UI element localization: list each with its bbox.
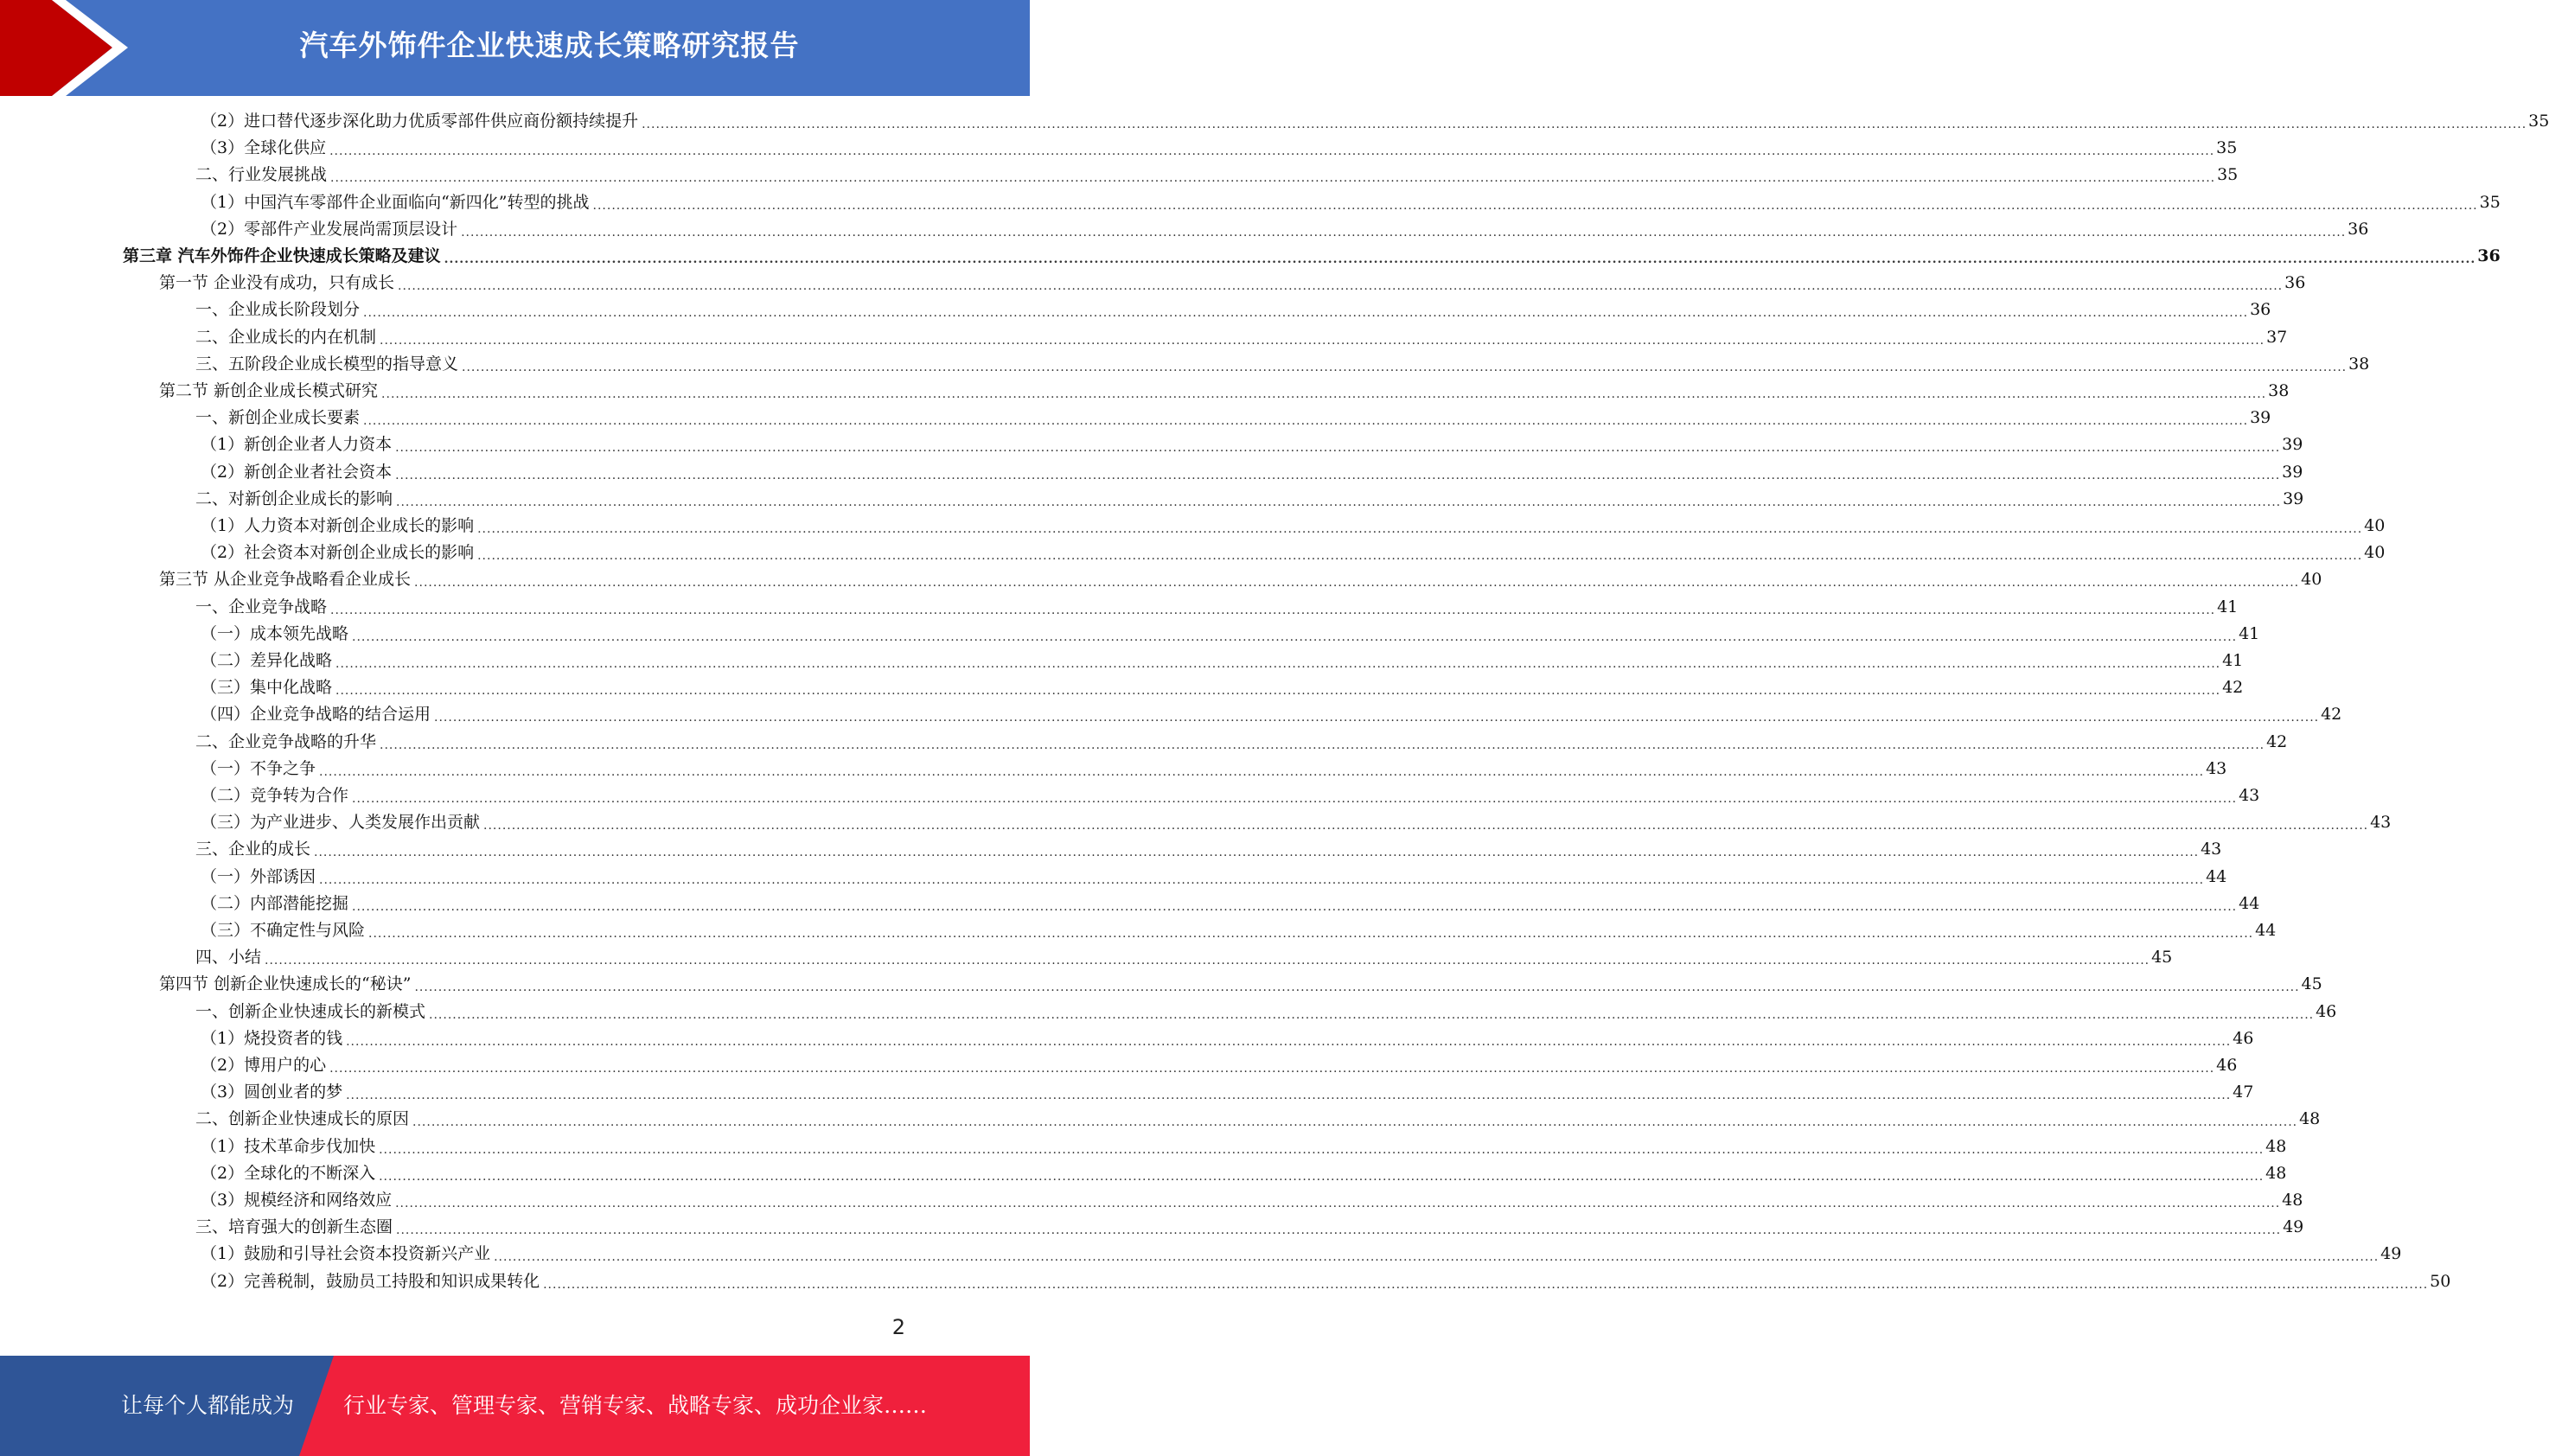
toc-leader-dots: ................................................................................................................................................................................................................................................................................................................................................................................................................ xyxy=(396,1223,2282,1238)
toc-entry-page: 45 xyxy=(2301,974,2322,994)
toc-leader-dots: ................................................................................................................................................................................................................................................................................................................................................................................................................ xyxy=(462,360,2348,374)
toc-leader-dots: ................................................................................................................................................................................................................................................................................................................................................................................................................ xyxy=(477,522,2363,536)
toc-leader-dots: ................................................................................................................................................................................................................................................................................................................................................................................................................ xyxy=(330,603,2216,617)
toc-entry-page: 36 xyxy=(2250,300,2271,320)
toc-entry-page: 35 xyxy=(2528,112,2549,131)
toc-leader-dots: ................................................................................................................................................................................................................................................................................................................................................................................................................ xyxy=(592,198,2478,213)
toc-leader-dots: ................................................................................................................................................................................................................................................................................................................................................................................................................ xyxy=(379,1169,2265,1184)
toc-entry-title: （1）技术革命步伐加快 xyxy=(201,1136,376,1156)
toc-entry-page: 42 xyxy=(2266,731,2288,751)
toc-entry-page: 39 xyxy=(2283,489,2304,508)
toc-entry[interactable] xyxy=(201,108,2549,135)
toc-entry-page: 36 xyxy=(2477,246,2501,265)
toc-entry-title: 第二节 新创企业成长模式研究 xyxy=(159,381,379,400)
toc-entry-title: （3）全球化供应 xyxy=(201,138,327,158)
toc-entry[interactable] xyxy=(201,513,2386,540)
toc-entry-title: 四、小结 xyxy=(195,948,262,967)
toc-leader-dots: ................................................................................................................................................................................................................................................................................................................................................................................................................ xyxy=(335,657,2221,671)
toc-entry-title: （三）集中化战略 xyxy=(201,678,333,698)
toc-entry[interactable] xyxy=(195,1214,2304,1241)
toc-entry-page: 40 xyxy=(2364,516,2386,535)
toc-entry-title: 三、五阶段企业成长模型的指导意义 xyxy=(195,354,459,374)
toc-entry-page: 49 xyxy=(2283,1217,2304,1237)
toc-entry[interactable] xyxy=(195,405,2271,431)
toc-entry[interactable] xyxy=(201,189,2501,216)
toc-leader-dots: ................................................................................................................................................................................................................................................................................................................................................................................................................ xyxy=(368,927,2254,941)
toc-entry-page: 41 xyxy=(2222,651,2244,670)
toc-entry-title: （1）鼓励和引导社会资本投资新兴产业 xyxy=(201,1244,491,1264)
toc-entry-title: （3）圆创业者的梦 xyxy=(201,1082,343,1102)
toc-entry[interactable] xyxy=(201,809,2392,836)
toc-entry-title: 二、对新创企业成长的影响 xyxy=(195,489,393,508)
toc-leader-dots: ................................................................................................................................................................................................................................................................................................................................................................................................................ xyxy=(346,1034,2232,1049)
toc-leader-dots: ................................................................................................................................................................................................................................................................................................................................................................................................................ xyxy=(461,225,2347,239)
toc-entry[interactable] xyxy=(201,701,2342,728)
toc-entry-page: 41 xyxy=(2239,623,2260,643)
toc-entry[interactable] xyxy=(201,756,2227,782)
toc-entry[interactable] xyxy=(195,351,2370,378)
toc-entry-title: 二、企业成长的内在机制 xyxy=(195,327,377,347)
toc-entry-title: 第三节 从企业竞争战略看企业成长 xyxy=(159,570,412,590)
toc-entry-page: 41 xyxy=(2217,597,2239,616)
toc-entry-title: （2）社会资本对新创企业成长的影响 xyxy=(201,543,475,563)
toc-leader-dots: ................................................................................................................................................................................................................................................................................................................................................................................................................ xyxy=(335,684,2221,699)
toc-entry-title: （一）外部诱因 xyxy=(201,866,316,886)
toc-entry[interactable] xyxy=(201,1268,2451,1295)
toc-leader-dots: ................................................................................................................................................................................................................................................................................................................................................................................................................ xyxy=(319,764,2205,779)
footer-slogan-right: 行业专家、管理专家、营销专家、战略专家、成功企业家…… xyxy=(343,1393,928,1418)
toc-entry[interactable] xyxy=(195,162,2239,188)
toc-entry-title: 二、创新企业快速成长的原因 xyxy=(195,1109,410,1129)
toc-entry[interactable] xyxy=(201,648,2244,674)
toc-entry-title: 一、企业竞争战略 xyxy=(195,597,328,616)
toc-entry-title: 三、企业的成长 xyxy=(195,840,311,859)
toc-leader-dots: ................................................................................................................................................................................................................................................................................................................................................................................................................ xyxy=(642,118,2527,131)
toc-leader-dots: ................................................................................................................................................................................................................................................................................................................................................................................................................ xyxy=(483,819,2369,833)
toc-entry[interactable] xyxy=(201,621,2260,648)
toc-entry[interactable] xyxy=(201,459,2303,486)
toc-entry[interactable] xyxy=(201,1160,2287,1187)
toc-entry-page: 46 xyxy=(2233,1028,2254,1048)
toc-entry-page: 36 xyxy=(2284,273,2306,293)
toc-entry-title: （1）烧投资者的钱 xyxy=(201,1028,343,1048)
toc-entry-title: 三、培育强大的创新生态圈 xyxy=(195,1217,393,1237)
toc-leader-dots: ................................................................................................................................................................................................................................................................................................................................................................................................................ xyxy=(379,1142,2265,1157)
toc-entry-title: （2）新创企业者社会资本 xyxy=(201,462,393,482)
toc-entry-page: 40 xyxy=(2364,543,2386,563)
page-footer xyxy=(0,1356,1030,1456)
toc-entry-title: （1）新创企业者人力资本 xyxy=(201,435,393,455)
toc-entry[interactable] xyxy=(201,1052,2238,1079)
toc-entry[interactable] xyxy=(201,864,2227,891)
toc-leader-dots: ................................................................................................................................................................................................................................................................................................................................................................................................................ xyxy=(477,549,2363,564)
toc-entry-page: 50 xyxy=(2430,1271,2451,1291)
toc-entry-title: （三）为产业进步、人类发展作出贡献 xyxy=(201,813,481,833)
toc-entry[interactable] xyxy=(195,836,2222,863)
toc-entry-page: 44 xyxy=(2239,893,2260,913)
toc-entry[interactable] xyxy=(201,216,2369,243)
toc-entry[interactable] xyxy=(195,594,2239,621)
page-number: 2 xyxy=(891,1315,905,1339)
toc-entry-title: （2）进口替代逐步深化助力优质零部件供应商份额持续提升 xyxy=(201,112,639,131)
toc-leader-dots: ................................................................................................................................................................................................................................................................................................................................................................................................................ xyxy=(352,899,2238,914)
toc-entry-page: 35 xyxy=(2479,192,2501,212)
toc-leader-dots: ................................................................................................................................................................................................................................................................................................................................................................................................................ xyxy=(412,1115,2298,1130)
toc-entry-page: 43 xyxy=(2370,813,2392,833)
toc-leader-dots: ................................................................................................................................................................................................................................................................................................................................................................................................................ xyxy=(363,306,2249,321)
toc-entry-page: 35 xyxy=(2217,165,2239,185)
toc-leader-dots: ................................................................................................................................................................................................................................................................................................................................................................................................................ xyxy=(329,144,2215,159)
toc-leader-dots: ................................................................................................................................................................................................................................................................................................................................................................................................................ xyxy=(314,846,2200,860)
toc-entry-title: 第三章 汽车外饰件企业快速成长策略及建议 xyxy=(123,246,441,265)
toc-leader-dots: ................................................................................................................................................................................................................................................................................................................................................................................................................ xyxy=(381,387,2267,401)
toc-entry-title: 第四节 创新企业快速成长的“秘诀” xyxy=(159,974,412,994)
toc-leader-dots: ................................................................................................................................................................................................................................................................................................................................................................................................................ xyxy=(434,711,2320,725)
toc-leader-dots: ................................................................................................................................................................................................................................................................................................................................................................................................................ xyxy=(329,1062,2215,1076)
footer-slogan-left: 让每个人都能成为 xyxy=(121,1393,295,1418)
toc-entry-title: 一、企业成长阶段划分 xyxy=(195,300,361,320)
toc-leader-dots: ................................................................................................................................................................................................................................................................................................................................................................................................................ xyxy=(396,495,2282,509)
toc-entry-page: 40 xyxy=(2301,570,2322,590)
toc-entry[interactable] xyxy=(195,486,2304,513)
toc-entry[interactable] xyxy=(159,566,2322,593)
toc-leader-dots: ................................................................................................................................................................................................................................................................................................................................................................................................................ xyxy=(330,171,2216,186)
toc-entry-title: （2）完善税制，鼓励员工持股和知识成果转化 xyxy=(201,1271,540,1291)
toc-entry-page: 48 xyxy=(2282,1191,2303,1210)
toc-leader-dots: ................................................................................................................................................................................................................................................................................................................................................................................................................ xyxy=(429,1007,2315,1022)
toc-entry-page: 39 xyxy=(2282,435,2303,455)
toc-entry-title: 第一节 企业没有成功，只有成长 xyxy=(159,273,395,293)
toc-entry[interactable] xyxy=(201,1241,2402,1268)
toc-entry[interactable] xyxy=(201,891,2260,917)
toc-entry-page: 37 xyxy=(2266,327,2288,347)
toc-entry-page: 46 xyxy=(2316,1001,2337,1021)
toc-entry[interactable] xyxy=(201,1025,2254,1052)
toc-entry-page: 49 xyxy=(2380,1244,2402,1264)
toc-entry[interactable] xyxy=(201,782,2260,809)
toc-leader-dots: ................................................................................................................................................................................................................................................................................................................................................................................................................ xyxy=(380,333,2265,348)
toc-leader-dots: ................................................................................................................................................................................................................................................................................................................................................................................................................ xyxy=(395,1197,2281,1210)
toc-entry-page: 43 xyxy=(2206,758,2227,778)
toc-entry[interactable] xyxy=(201,1187,2303,1214)
toc-entry[interactable] xyxy=(201,674,2244,701)
toc-entry-page: 42 xyxy=(2222,678,2244,698)
toc-entry-page: 39 xyxy=(2250,408,2271,428)
toc-entry-page: 46 xyxy=(2216,1056,2238,1075)
toc-leader-dots: ................................................................................................................................................................................................................................................................................................................................................................................................................ xyxy=(363,414,2249,429)
toc-leader-dots: ................................................................................................................................................................................................................................................................................................................................................................................................................ xyxy=(380,738,2265,752)
toc-entry-title: （二）内部潜能挖掘 xyxy=(201,893,349,913)
toc-entry-page: 43 xyxy=(2239,786,2260,805)
toc-entry-title: （二）竞争转为合作 xyxy=(201,786,349,805)
toc-entry-title: （2）零部件产业发展尚需顶层设计 xyxy=(201,219,458,239)
toc-leader-dots: ................................................................................................................................................................................................................................................................................................................................................................................................................ xyxy=(352,629,2238,644)
toc-entry[interactable] xyxy=(123,243,2501,270)
toc-entry-title: （2）博用户的心 xyxy=(201,1056,327,1075)
toc-entry[interactable] xyxy=(195,944,2173,971)
toc-entry[interactable] xyxy=(201,135,2238,162)
toc-leader-dots: ................................................................................................................................................................................................................................................................................................................................................................................................................ xyxy=(543,1277,2429,1292)
toc-entry[interactable] xyxy=(195,999,2337,1025)
toc-entry[interactable] xyxy=(201,540,2386,566)
toc-entry-page: 36 xyxy=(2348,219,2369,239)
toc-entry-page: 38 xyxy=(2268,381,2290,400)
toc-leader-dots: ................................................................................................................................................................................................................................................................................................................................................................................................................ xyxy=(265,954,2150,968)
toc-entry-title: 二、行业发展挑战 xyxy=(195,165,328,185)
toc-entry-page: 47 xyxy=(2233,1082,2254,1102)
toc-entry-page: 42 xyxy=(2321,705,2342,725)
toc-entry-page: 35 xyxy=(2216,138,2238,158)
page-header xyxy=(0,0,1030,96)
toc-entry-title: （1）中国汽车零部件企业面临向“新四化”转型的挑战 xyxy=(201,192,590,212)
toc-entry-title: （1）人力资本对新创企业成长的影响 xyxy=(201,516,475,535)
toc-entry-page: 48 xyxy=(2265,1136,2287,1156)
toc-entry-page: 38 xyxy=(2348,354,2370,374)
toc-entry-title: 一、创新企业快速成长的新模式 xyxy=(195,1001,426,1021)
toc-entry-title: （一）成本领先战略 xyxy=(201,623,349,643)
toc-entry-page: 39 xyxy=(2282,462,2303,482)
toc-entry[interactable] xyxy=(159,971,2322,998)
toc-leader-dots: ................................................................................................................................................................................................................................................................................................................................................................................................................ xyxy=(346,1089,2232,1103)
toc-entry-title: 一、新创企业成长要素 xyxy=(195,408,361,428)
toc-entry[interactable] xyxy=(201,917,2277,944)
toc-entry-page: 43 xyxy=(2201,840,2222,859)
toc-entry-page: 44 xyxy=(2255,921,2277,940)
toc-entry[interactable] xyxy=(195,297,2271,323)
toc-entry-title: （三）不确定性与风险 xyxy=(201,921,366,940)
toc-entry-title: （四）企业竞争战略的结合运用 xyxy=(201,705,431,725)
toc-entry[interactable] xyxy=(201,431,2303,458)
toc-entry[interactable] xyxy=(195,324,2288,351)
toc-leader-dots: ................................................................................................................................................................................................................................................................................................................................................................................................................ xyxy=(395,468,2281,482)
toc-entry-title: 二、企业竞争战略的升华 xyxy=(195,731,377,751)
toc-leader-dots: ................................................................................................................................................................................................................................................................................................................................................................................................................ xyxy=(444,252,2476,266)
toc-entry[interactable] xyxy=(159,378,2290,405)
toc-leader-dots: ................................................................................................................................................................................................................................................................................................................................................................................................................ xyxy=(494,1250,2380,1265)
toc-leader-dots: ................................................................................................................................................................................................................................................................................................................................................................................................................ xyxy=(414,576,2300,591)
toc-leader-dots: ................................................................................................................................................................................................................................................................................................................................................................................................................ xyxy=(398,279,2284,294)
toc-leader-dots: ................................................................................................................................................................................................................................................................................................................................................................................................................ xyxy=(352,792,2238,806)
header-title: 汽车外饰件企业快速成长策略研究报告 xyxy=(299,29,800,62)
toc-entry-title: （一）不争之争 xyxy=(201,758,316,778)
toc-leader-dots: ................................................................................................................................................................................................................................................................................................................................................................................................................ xyxy=(395,441,2281,456)
toc-leader-dots: ................................................................................................................................................................................................................................................................................................................................................................................................................ xyxy=(319,872,2205,887)
toc-entry-page: 48 xyxy=(2265,1163,2287,1183)
toc-entry-title: （2）全球化的不断深入 xyxy=(201,1163,376,1183)
toc-entry-page: 45 xyxy=(2151,948,2173,967)
toc-entry-page: 48 xyxy=(2299,1109,2321,1129)
toc-entry[interactable] xyxy=(201,1134,2287,1160)
toc-entry[interactable] xyxy=(159,270,2306,297)
toc-entry-title: （二）差异化战略 xyxy=(201,651,333,670)
toc-entry[interactable] xyxy=(201,1079,2254,1106)
toc-entry[interactable] xyxy=(195,729,2288,756)
header-arrow-decoration xyxy=(0,0,138,96)
toc-entry-page: 44 xyxy=(2206,866,2227,886)
toc-entry[interactable] xyxy=(195,1106,2321,1133)
toc-entry-title: （3）规模经济和网络效应 xyxy=(201,1191,393,1210)
toc-leader-dots: ................................................................................................................................................................................................................................................................................................................................................................................................................ xyxy=(414,980,2300,995)
